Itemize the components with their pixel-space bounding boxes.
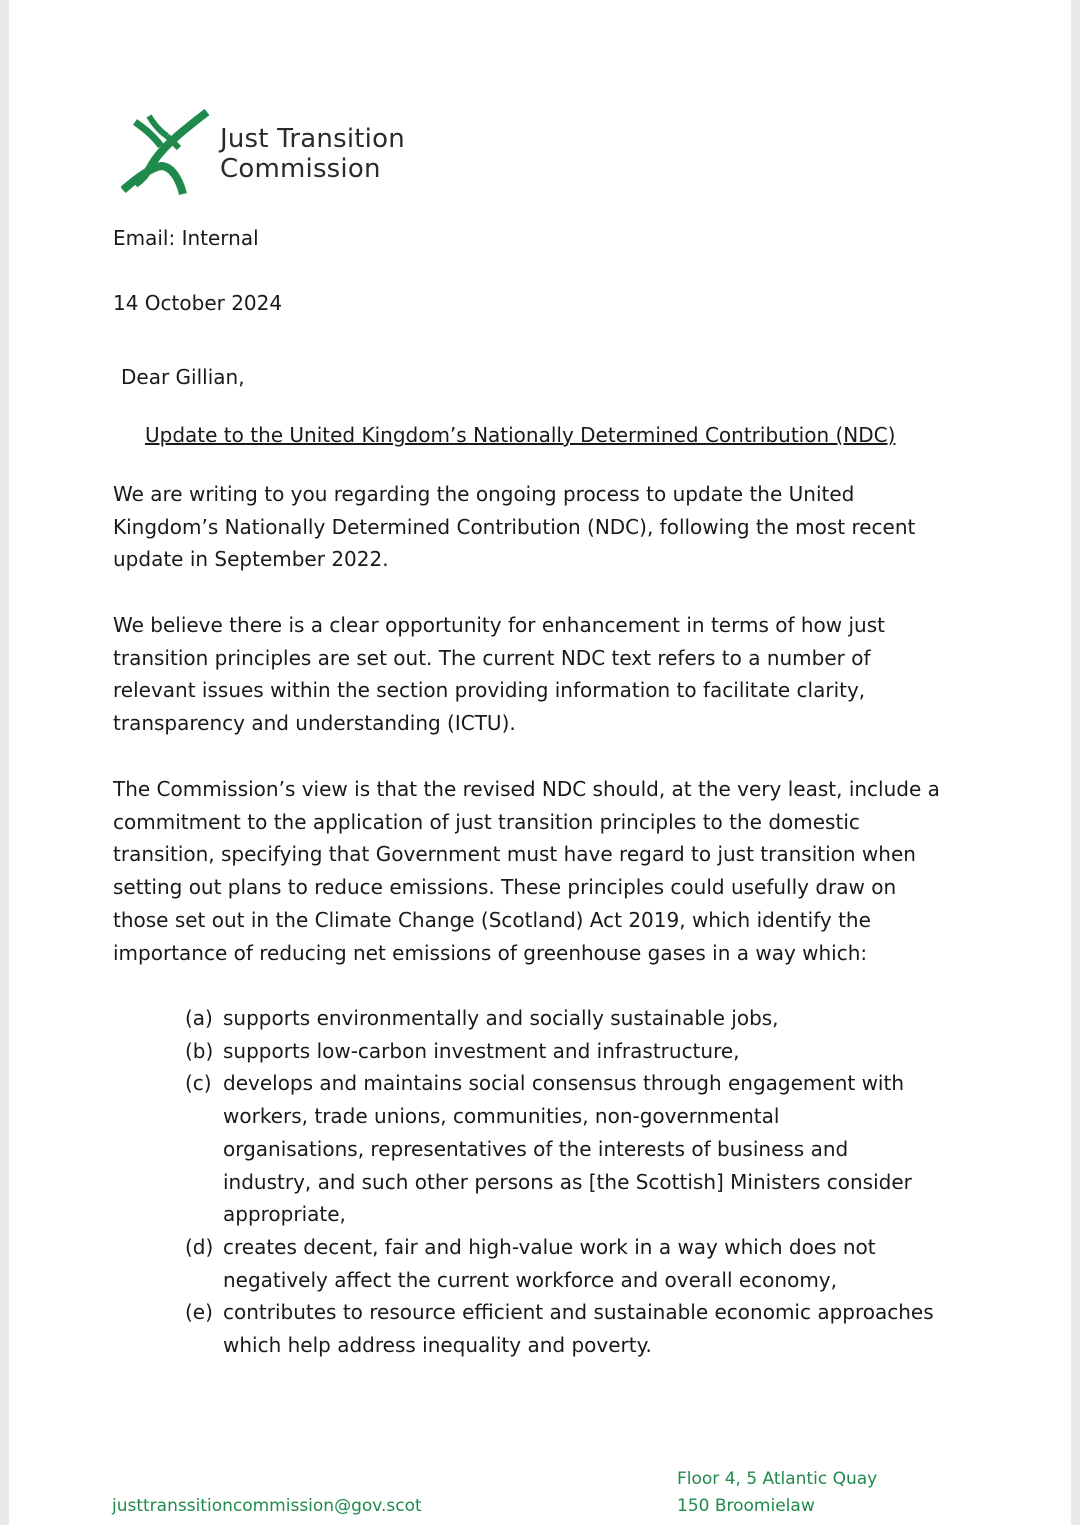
just-transition-logo: [121, 108, 211, 198]
paragraph-line: those set out in the Climate Change (Scotland) Act 2019, which identify the: [113, 907, 871, 932]
list-item: [185, 1231, 934, 1296]
list-item-line: supports low-carbon investment and infrastructure,: [223, 1038, 740, 1063]
list-item-line: negatively affect the current workforce and overall economy,: [223, 1267, 837, 1292]
list-item-label: (e): [185, 1300, 213, 1325]
list-item: [185, 1002, 934, 1035]
list-item-line: contributes to resource efficient and sustainable economic approaches: [223, 1300, 934, 1325]
list-item-line: workers, trade unions, communities, non-governmental: [223, 1104, 780, 1129]
list-item-line: organisations, representatives of the interests of business and: [223, 1136, 849, 1161]
organisation-name-line2: Commission: [220, 154, 381, 184]
paragraph-line: transition, specifying that Government must have regard to just transition when: [113, 842, 916, 867]
list-item: [185, 1296, 934, 1361]
paragraph-line: update in September 2022.: [113, 547, 389, 572]
list-item-label: (c): [185, 1071, 212, 1096]
paragraph-line: The Commission’s view is that the revised NDC should, at the very least, include a: [113, 777, 940, 801]
paragraph-line: setting out plans to reduce emissions. These principles could usefully draw on: [113, 875, 897, 900]
letter-date: 14 October 2024: [113, 291, 283, 315]
letter-page: [9, 0, 1071, 1525]
principles-list: [185, 1002, 934, 1362]
list-item: [185, 1035, 934, 1068]
list-item-line: which help address inequality and poverty.: [223, 1333, 652, 1358]
list-item-label: (a): [185, 1006, 213, 1030]
list-item-line: creates decent, fair and high-value work in a way which does not: [223, 1234, 876, 1259]
list-item-line: develops and maintains social consensus through engagement with: [223, 1071, 904, 1096]
footer-email-link[interactable]: justtranssitioncommission@gov.scot: [112, 1496, 422, 1516]
paragraph-line: Kingdom’s Nationally Determined Contribution (NDC), following the most recent: [113, 514, 916, 539]
footer-address-line1: Floor 4, 5 Atlantic Quay: [677, 1469, 878, 1489]
letter-subject: Update to the United Kingdom’s Nationally Determined Contribution (NDC): [145, 423, 896, 447]
paragraph-line: We are writing to you regarding the ongoing process to update the United: [113, 482, 855, 506]
paragraph-line: transition principles are set out. The current NDC text refers to a number of: [113, 645, 871, 670]
list-item-line: supports environmentally and socially sustainable jobs,: [223, 1006, 779, 1030]
paragraph-line: importance of reducing net emissions of greenhouse gases in a way which:: [113, 940, 868, 965]
list-item-label: (b): [185, 1038, 214, 1063]
list-item-line: industry, and such other persons as [the Scottish] Ministers consider: [223, 1169, 912, 1194]
list-item-label: (d): [185, 1234, 214, 1259]
footer-address-line2: 150 Broomielaw: [677, 1496, 815, 1516]
paragraph-line: transparency and understanding (ICTU).: [113, 711, 516, 736]
organisation-name: [220, 124, 405, 184]
paragraph-2: [113, 609, 885, 740]
list-item-line: appropriate,: [223, 1202, 346, 1227]
paragraph-3: [113, 773, 940, 969]
paragraph-line: commitment to the application of just transition principles to the domestic: [113, 809, 860, 834]
organisation-name-line1: Just Transition: [220, 124, 405, 154]
list-item: [185, 1067, 934, 1231]
salutation: Dear Gillian,: [121, 365, 245, 389]
email-line: Email: Internal: [113, 226, 259, 250]
paragraph-line: relevant issues within the section providing information to facilitate clarity,: [113, 678, 866, 703]
paragraph-1: [113, 478, 915, 576]
paragraph-line: We believe there is a clear opportunity for enhancement in terms of how just: [113, 613, 885, 637]
